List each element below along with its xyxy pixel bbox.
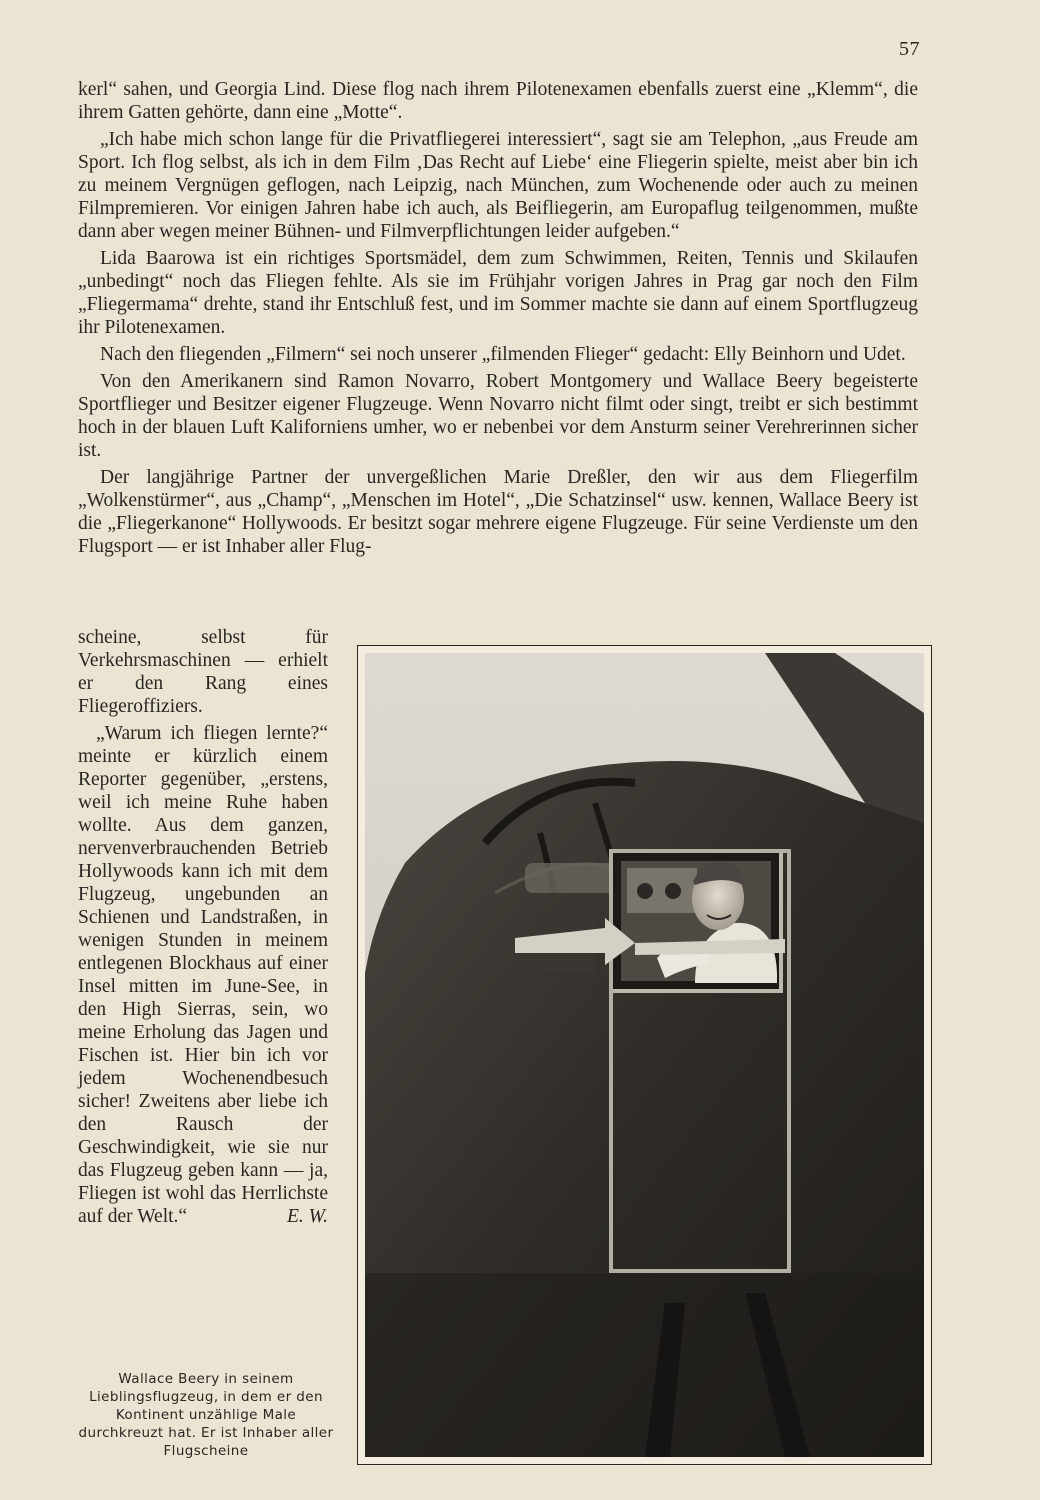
photo-caption: Wallace Beery in seinem Lieblingsflugzeug, in dem er den Kontinent unzählige Male durchkreuzt hat. Er ist Inhaber aller Flugscheine: [78, 1371, 334, 1459]
paragraph: Nach den fliegenden „Filmern“ sei noch unserer „filmenden Flieger“ gedacht: Elly Beinhorn und Udet.: [100, 344, 906, 365]
paragraph: Lida Baarowa ist ein richtiges Sportsmädel, dem zum Schwimmen, Reiten, Tennis und Skilaufen „unbedingt“ noch das Fliegen fehlte. Als sie im Frühjahr vorigen Jahres in Prag gar noch den Film „Fliegermama“ drehte, stand ihr Entschluß fest, und im Sommer machte sie dann auf einem Sportflugzeug ihr Pilotenexamen.: [78, 248, 918, 338]
paragraph: [78, 722, 328, 1228]
article-body-top: [78, 78, 918, 562]
article-body-left-column: [78, 626, 328, 1232]
paragraph: „Ich habe mich schon lange für die Privatfliegerei interessiert“, sagt sie am Telephon, „aus Freude am Sport. Ich flog selbst, als ich in dem Film ‚Das Recht auf Liebe‘ eine Fliegerin spielte, meist aber bin ich zu meinem Vergnügen geflogen, nach Leipzig, nach München, zum Wochenende oder auch zu meinen Filmpremieren. Vor einigen Jahren habe ich auch, als Beifliegerin, am Europaflug teilgenommen, mußte dann aber wegen meiner Bühnen- und Filmverpflichtungen leider aufgeben.“: [78, 129, 918, 242]
paragraph: kerl“ sahen, und Georgia Lind. Diese flog nach ihrem Pilotenexamen ebenfalls zuerst eine „Klemm“, die ihrem Gatten gehörte, dann eine „Motte“.: [78, 79, 918, 123]
author-signature: E. W.: [287, 1206, 328, 1227]
page-number: 57: [899, 38, 920, 60]
paragraph: Der langjährige Partner der unvergeßlichen Marie Dreßler, den wir aus dem Fliegerfilm „Wolkenstürmer“, aus „Champ“, „Menschen im Hotel“, „Die Schatzinsel“ usw. kennen, Wallace Beery ist die „Fliegerkanone“ Hollywoods. Er besitzt sogar mehrere eigene Flugzeuge. Für seine Verdienste um den Flugsport — er ist Inhaber aller Flug-: [78, 467, 918, 557]
quote-text: „Warum ich fliegen lernte?“ meinte er kürzlich einem Reporter gegenüber, „erstens, weil ich meine Ruhe haben wollte. Aus dem ganzen, nervenverbrauchenden Betrieb Hollywoods kann ich mit dem Flugzeug, ungebunden an Schienen und Landstraßen, in wenigen Stunden in meinem entlegenen Blockhaus auf einer Insel mitten im June-See, in den High Sierras, sein, wo meine Erholung das Jagen und Fischen ist. Hier bin ich vor jedem Wochenendbesuch sicher! Zweitens aber liebe ich den Rausch der Geschwindigkeit, wie sie nur das Flugzeug geben kann — ja, Fliegen ist wohl das Herrlichste auf der Welt.“: [78, 723, 328, 1227]
paragraph: Von den Amerikanern sind Ramon Novarro, Robert Montgomery und Wallace Beery begeisterte Sportflieger und Besitzer eigener Flugzeuge. Wenn Novarro nicht filmt oder singt, treibt er sich bestimmt hoch in der blauen Luft Kaliforniens umher, wo er nebenbei vor dem Ansturm seiner Verehrerinnen sicher ist.: [78, 371, 918, 461]
airplane-photo-illustration: [365, 653, 924, 1457]
paragraph: scheine, selbst für Verkehrsmaschinen — erhielt er den Rang eines Fliegeroffiziers.: [78, 627, 328, 717]
photo-pilot-in-airplane: [365, 653, 924, 1457]
